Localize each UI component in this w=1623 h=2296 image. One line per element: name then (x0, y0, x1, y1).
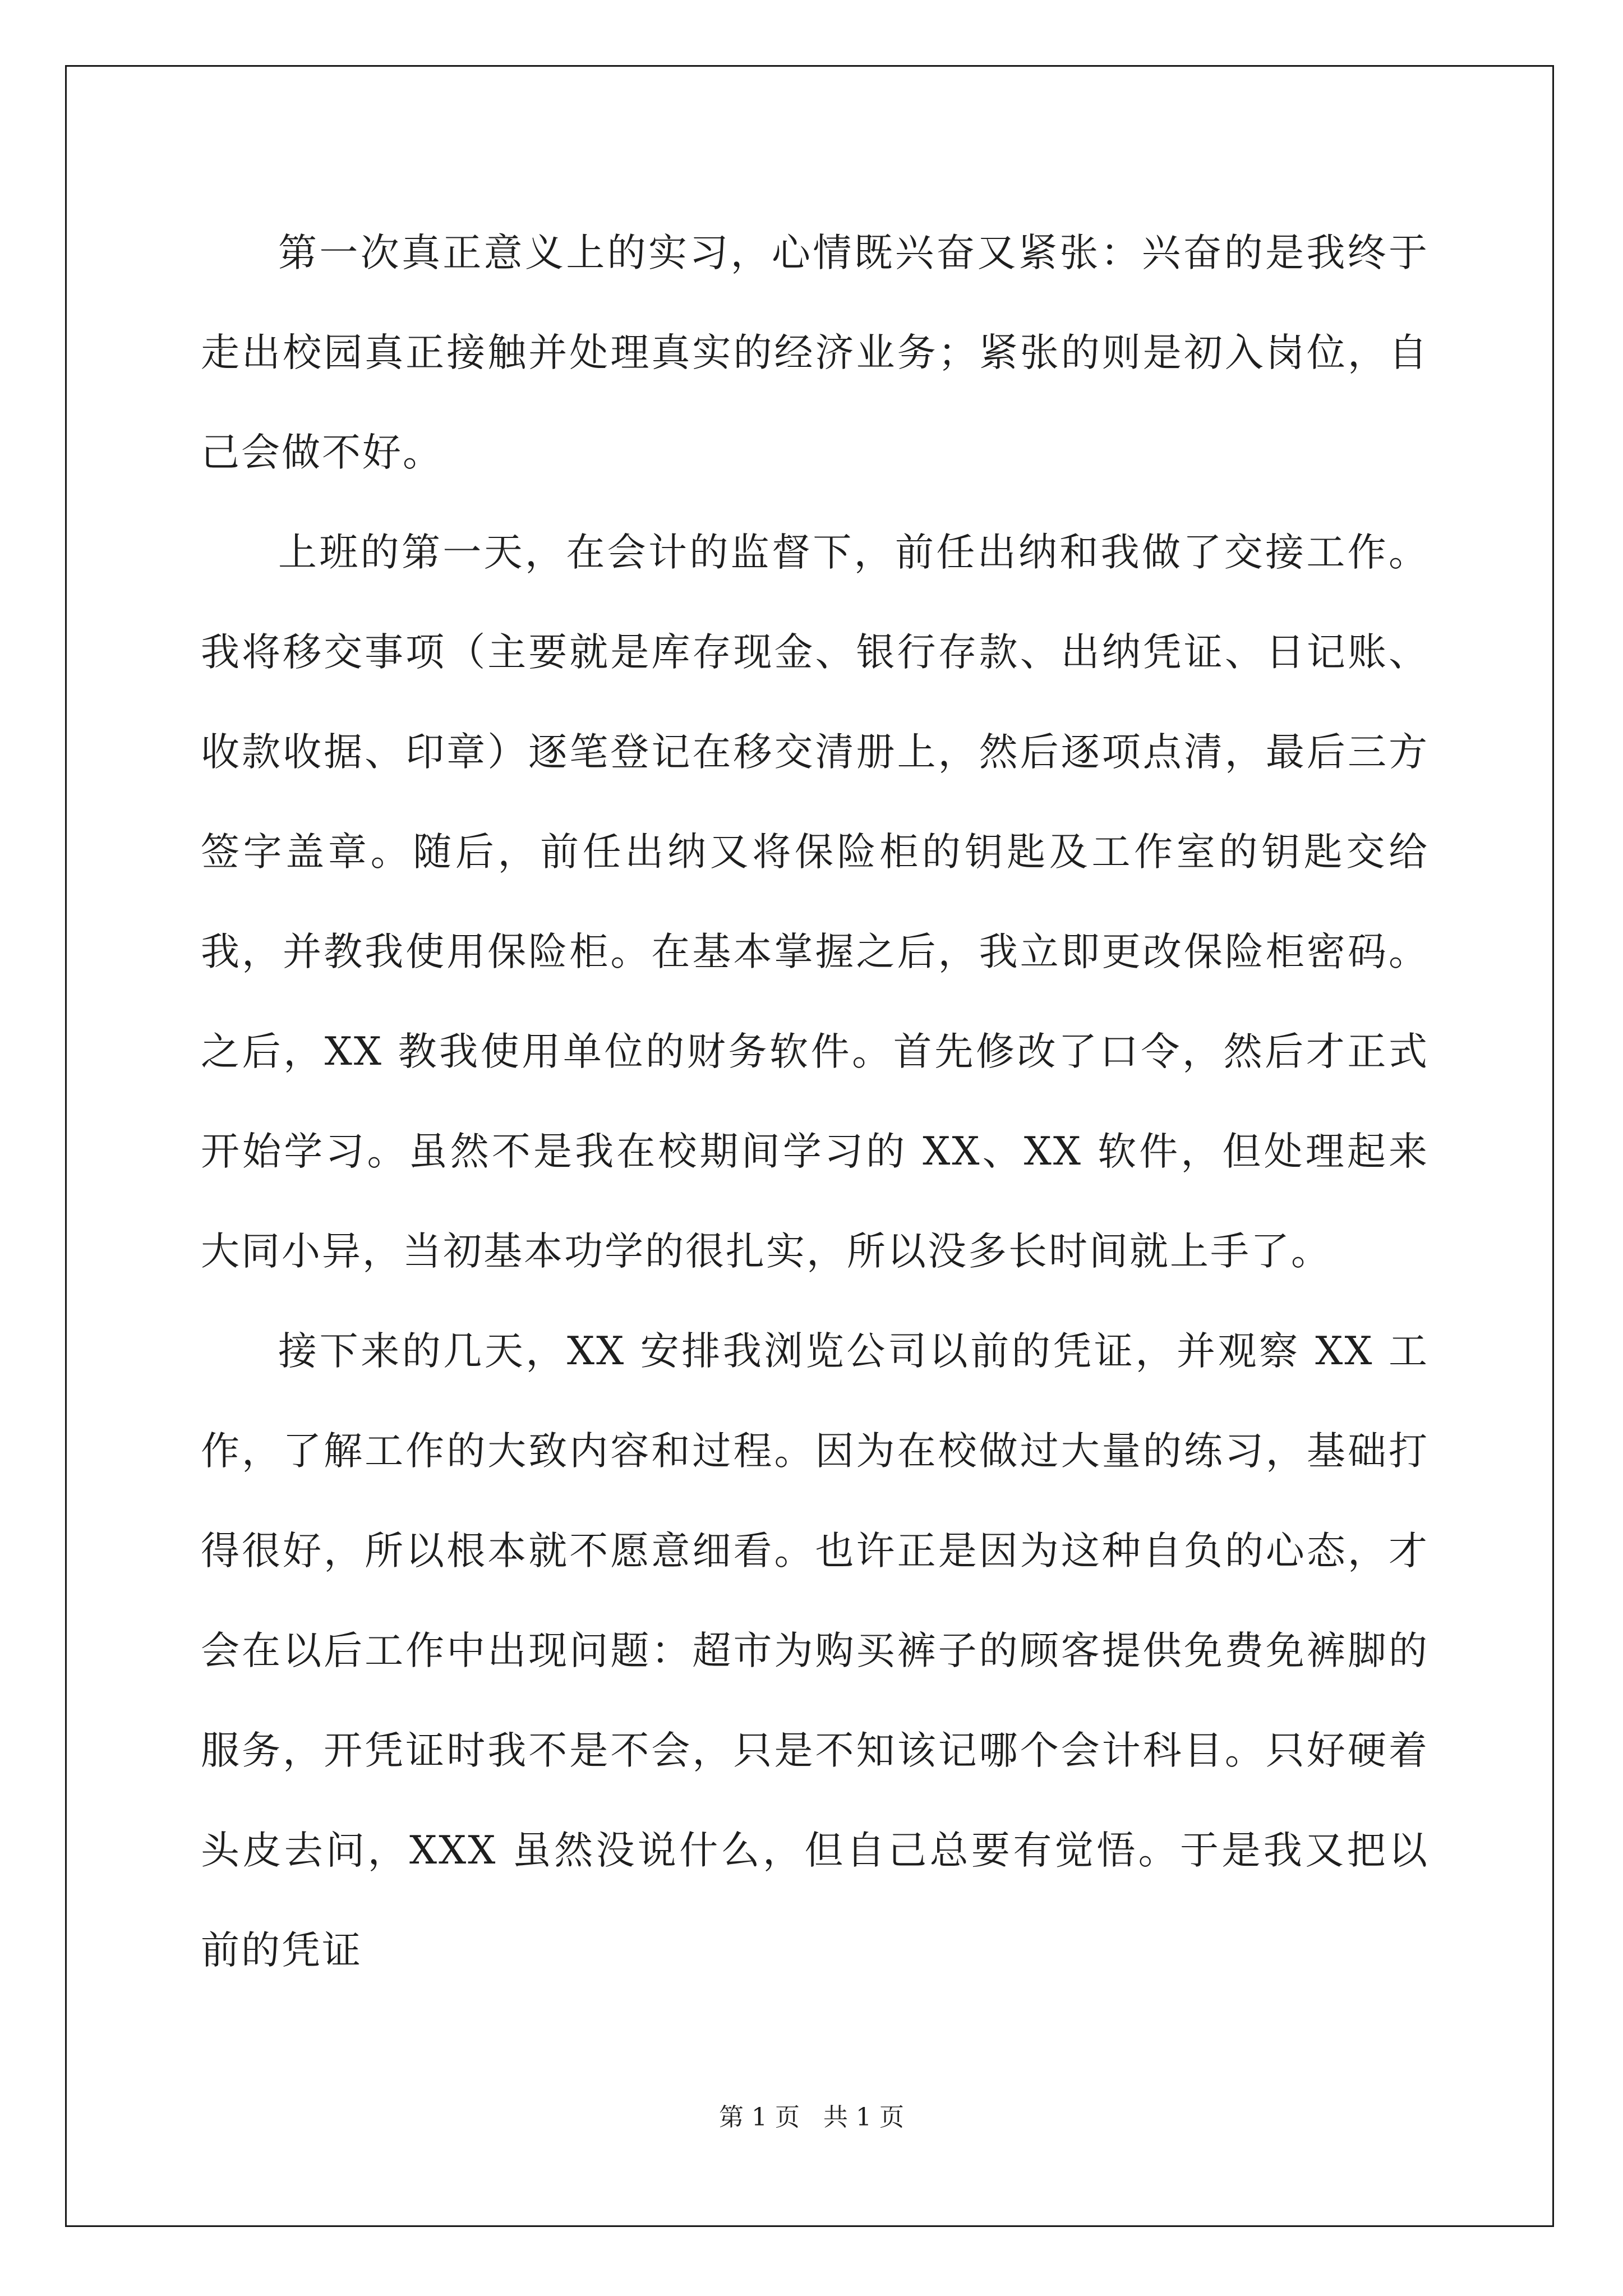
page-footer: 第 1 页 共 1 页 (719, 2103, 904, 2132)
paragraph-3: 接下来的几天，XX 安排我浏览公司以前的凭证，并观察 XX 工作，了解工作的大致内容和过程。因为在校做过大量的练习，基础打得很好，所以根本就不愿意细看。也许正是因为这种自负的心态，才会在以后工作中出现问题：超市为购买裤子的顾客提供免费免裤脚的服务，开凭证时我不是不会，只是不知该记哪个会计科目。只好硬着头皮去问，XXX 虽然没说什么，但自己总要有觉悟。于是我又把以前的凭证 (201, 1329, 1429, 1973)
paragraph-1: 第一次真正意义上的实习，心情既兴奋又紧张：兴奋的是我终于走出校园真正接触并处理真实的经济业务；紧张的则是初入岗位，自己会做不好。 (201, 231, 1429, 475)
document-body (201, 203, 1429, 2000)
paragraph-2: 上班的第一天，在会计的监督下，前任出纳和我做了交接工作。我将移交事项（主要就是库存现金、银行存款、出纳凭证、日记账、收款收据、印章）逐笔登记在移交清册上，然后逐项点清，最后三方签字盖章。随后，前任出纳又将保险柜的钥匙及工作室的钥匙交给我，并教我使用保险柜。在基本掌握之后，我立即更改保险柜密码。之后，XX 教我使用单位的财务软件。首先修改了口令，然后才正式开始学习。虽然不是我在校期间学习的 XX、XX 软件，但处理起来大同小异，当初基本功学的很扎实，所以没多长时间就上手了。 (201, 530, 1429, 1274)
